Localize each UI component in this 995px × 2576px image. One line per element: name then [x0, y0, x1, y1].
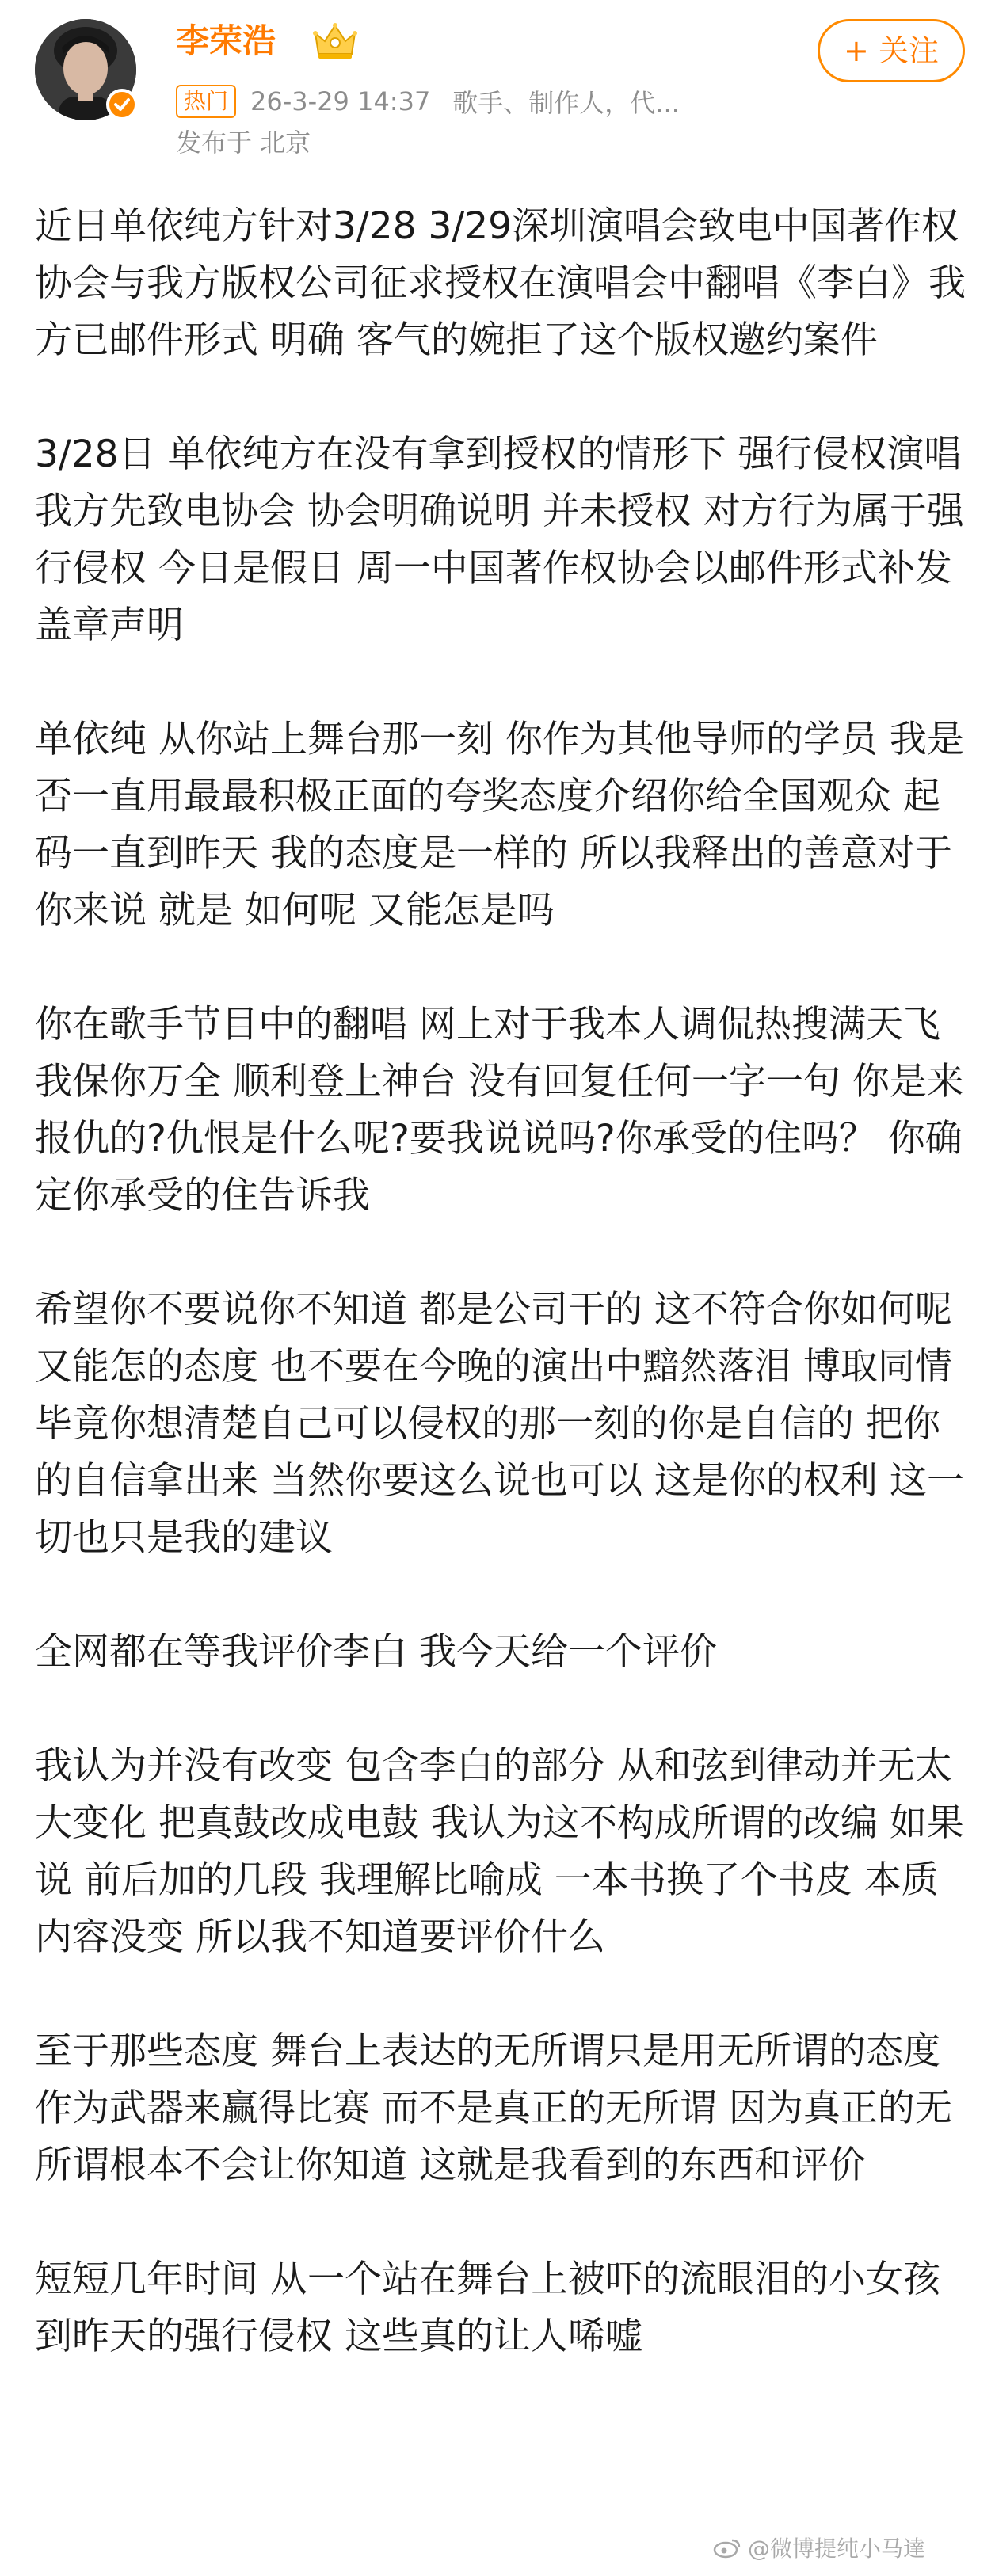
- meta-row: [176, 82, 702, 120]
- post-paragraph: 单依纯 从你站上舞台那一刻 你作为其他导师的学员 我是否一直用最最积极正面的夸奖态度介绍你给全国观众 起码一直到昨天 我的态度是一样的 所以我释出的善意对于你来说 就是 如何呢 又能怎是吗: [35, 718, 964, 932]
- hot-tag[interactable]: 热门: [176, 85, 236, 118]
- post-paragraph: 短短几年时间 从一个站在舞台上被吓的流眼泪的小女孩 到昨天的强行侵权 这些真的让人唏嘘: [35, 2258, 940, 2358]
- watermark-text: @微博提纯小马達: [748, 2536, 926, 2562]
- post-paragraph: 你在歌手节目中的翻唱 网上对于我本人调侃热搜满天飞 我保你万全 顺利登上神台 没有回复任何一字一句 你是来报仇的?仇恨是什么呢?要我说说吗?你承受的住吗？ 你确定你承受的住告诉我: [35, 1003, 964, 1218]
- post-body: [35, 198, 970, 2365]
- author-name[interactable]: 李荣浩: [176, 21, 276, 60]
- author-description: 歌手、制作人，代...: [452, 88, 680, 118]
- verified-badge-icon: [106, 89, 138, 120]
- post-header: [0, 0, 995, 182]
- post-paragraph: 至于那些态度 舞台上表达的无所谓只是用无所谓的态度作为武器来赢得比赛 而不是真正的无所谓 因为真正的无所谓根本不会让你知道 这就是我看到的东西和评价: [35, 2029, 952, 2187]
- crown-icon: [311, 21, 360, 62]
- post-location: 发布于 北京: [176, 128, 311, 158]
- post-paragraph: 3/28日 单依纯方在没有拿到授权的情形下 强行侵权演唱 我方先致电协会 协会明确说明 并未授权 对方行为属于强行侵权 今日是假日 周一中国著作权协会以邮件形式补发盖章声明: [35, 433, 964, 647]
- post-paragraph: 近日单依纯方针对3/28 3/29深圳演唱会致电中国著作权协会与我方版权公司征求授权在演唱会中翻唱《李白》我方已邮件形式 明确 客气的婉拒了这个版权邀约案件: [35, 204, 966, 362]
- post-timestamp: 26-3-29 14:37: [250, 86, 431, 116]
- weibo-logo-icon: [713, 2536, 741, 2559]
- post-paragraph: 我认为并没有改变 包含李白的部分 从和弦到律动并无太大变化 把真鼓改成电鼓 我认为这不构成所谓的改编 如果说 前后加的几段 我理解比喻成 一本书换了个书皮 本质内容没变 所以我不知道要评价什么: [35, 1744, 964, 1959]
- follow-button[interactable]: + 关注: [818, 19, 965, 82]
- post-paragraph: 希望你不要说你不知道 都是公司干的 这不符合你如何呢 又能怎的态度 也不要在今晚的演出中黯然落泪 博取同情 毕竟你想清楚自己可以侵权的那一刻的你是自信的 把你的自信拿出来 当然你要这么说也可以 这是你的权利 这一切也只是我的建议: [35, 1288, 964, 1560]
- post-paragraph: 全网都在等我评价李白 我今天给一个评价: [35, 1630, 717, 1674]
- watermark: [713, 2532, 925, 2563]
